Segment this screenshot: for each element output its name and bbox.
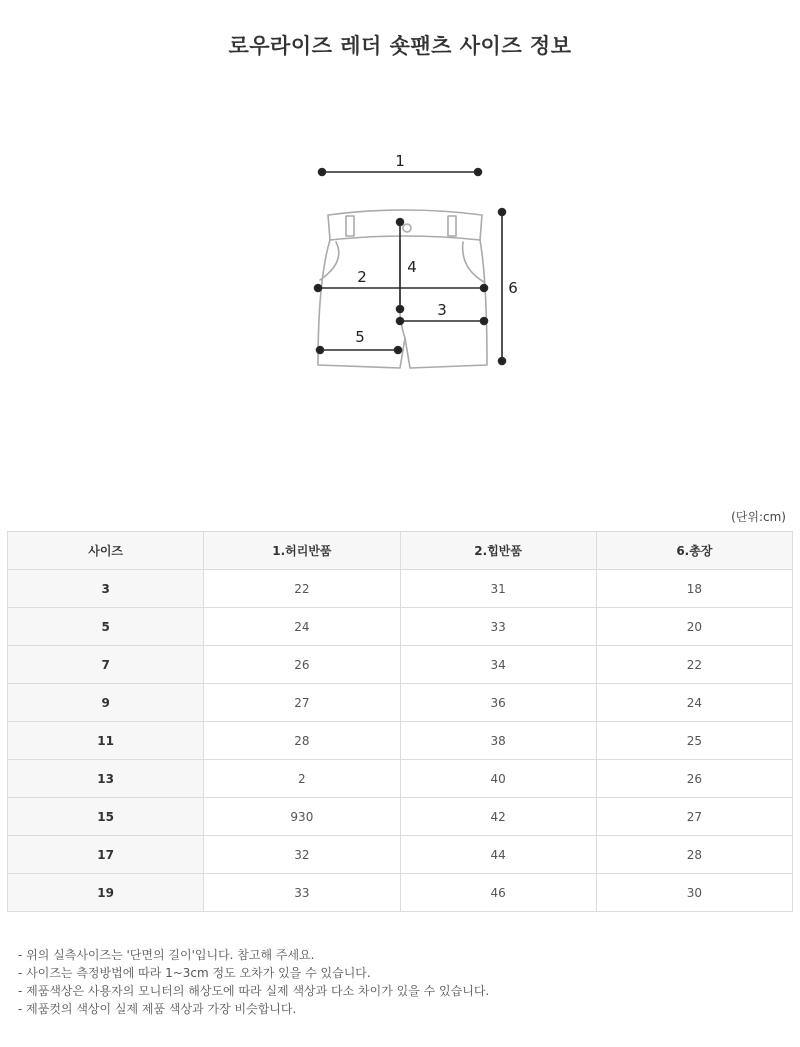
- size-cell: 7: [8, 646, 204, 684]
- length-cell: 26: [596, 760, 792, 798]
- waist-cell: 32: [204, 836, 400, 874]
- measure-dot: [397, 318, 404, 325]
- hip-cell: 46: [400, 874, 596, 912]
- length-cell: 18: [596, 570, 792, 608]
- measure-dot: [499, 358, 506, 365]
- length-cell: 30: [596, 874, 792, 912]
- length-cell: 27: [596, 798, 792, 836]
- measure-dot: [481, 285, 488, 292]
- size-cell: 15: [8, 798, 204, 836]
- table-row: [8, 570, 793, 608]
- waist-cell: 22: [204, 570, 400, 608]
- table-row: [8, 760, 793, 798]
- hip-cell: 34: [400, 646, 596, 684]
- measure-label-4: 4: [407, 258, 417, 276]
- measure-label-2: 2: [357, 268, 367, 286]
- hip-cell: 44: [400, 836, 596, 874]
- belt-loop-right: [448, 216, 456, 236]
- belt-loop-left: [346, 216, 354, 236]
- measure-dot: [481, 318, 488, 325]
- hip-cell: 38: [400, 722, 596, 760]
- header-size: 사이즈: [8, 532, 204, 570]
- measure-label-6: 6: [508, 279, 518, 297]
- note-item: - 제품컷의 색상이 실제 제품 색상과 가장 비슷합니다.: [18, 1002, 297, 1016]
- hip-cell: 33: [400, 608, 596, 646]
- measure-dot: [395, 347, 402, 354]
- size-table: [7, 531, 793, 912]
- size-cell: 19: [8, 874, 204, 912]
- measure-dot: [499, 209, 506, 216]
- hip-cell: 42: [400, 798, 596, 836]
- table-row: [8, 608, 793, 646]
- size-cell: 5: [8, 608, 204, 646]
- shorts-body-shape: [318, 240, 487, 368]
- length-cell: 24: [596, 684, 792, 722]
- measure-dot: [315, 285, 322, 292]
- size-cell: 17: [8, 836, 204, 874]
- hip-cell: 31: [400, 570, 596, 608]
- waist-cell: 24: [204, 608, 400, 646]
- length-cell: 22: [596, 646, 792, 684]
- notes-list: [18, 946, 489, 1018]
- length-cell: 25: [596, 722, 792, 760]
- measure-dot: [397, 219, 404, 226]
- table-row: [8, 646, 793, 684]
- measure-dot: [319, 169, 326, 176]
- table-row: [8, 836, 793, 874]
- table-row: [8, 684, 793, 722]
- size-cell: 11: [8, 722, 204, 760]
- shorts-outline: [318, 210, 487, 368]
- shorts-diagram-svg: [300, 140, 540, 380]
- shorts-measurement-diagram: [300, 140, 540, 380]
- measure-dot: [475, 169, 482, 176]
- size-cell: 13: [8, 760, 204, 798]
- note-item: - 제품색상은 사용자의 모니터의 해상도에 따라 실제 색상과 다소 차이가 있을 수 있습니다.: [18, 984, 490, 998]
- measure-label-1: 1: [395, 152, 405, 170]
- waist-cell: 930: [204, 798, 400, 836]
- button-shape: [403, 224, 411, 232]
- waist-cell: 26: [204, 646, 400, 684]
- table-body: [8, 570, 793, 912]
- waist-cell: 33: [204, 874, 400, 912]
- table-row: [8, 722, 793, 760]
- waist-cell: 2: [204, 760, 400, 798]
- measure-label-5: 5: [355, 328, 365, 346]
- hip-cell: 40: [400, 760, 596, 798]
- hip-cell: 36: [400, 684, 596, 722]
- table-header-row: [8, 532, 793, 570]
- note-item: - 위의 실측사이즈는 '단면의 길이'입니다. 참고해 주세요.: [18, 948, 315, 962]
- size-cell: 9: [8, 684, 204, 722]
- note-item: - 사이즈는 측정방법에 따라 1~3cm 정도 오차가 있을 수 있습니다.: [18, 966, 371, 980]
- waist-cell: 27: [204, 684, 400, 722]
- length-cell: 20: [596, 608, 792, 646]
- table-row: [8, 874, 793, 912]
- measure-dot: [317, 347, 324, 354]
- waist-cell: 28: [204, 722, 400, 760]
- table-row: [8, 798, 793, 836]
- measure-dot: [397, 306, 404, 313]
- measure-label-3: 3: [437, 301, 447, 319]
- size-cell: 3: [8, 570, 204, 608]
- unit-label: (단위:cm): [731, 510, 786, 524]
- length-cell: 28: [596, 836, 792, 874]
- header-waist: 1.허리반품: [204, 532, 400, 570]
- header-hip: 2.힙반품: [400, 532, 596, 570]
- header-length: 6.총장: [596, 532, 792, 570]
- page-title: 로우라이즈 레더 숏팬츠 사이즈 정보: [228, 34, 572, 58]
